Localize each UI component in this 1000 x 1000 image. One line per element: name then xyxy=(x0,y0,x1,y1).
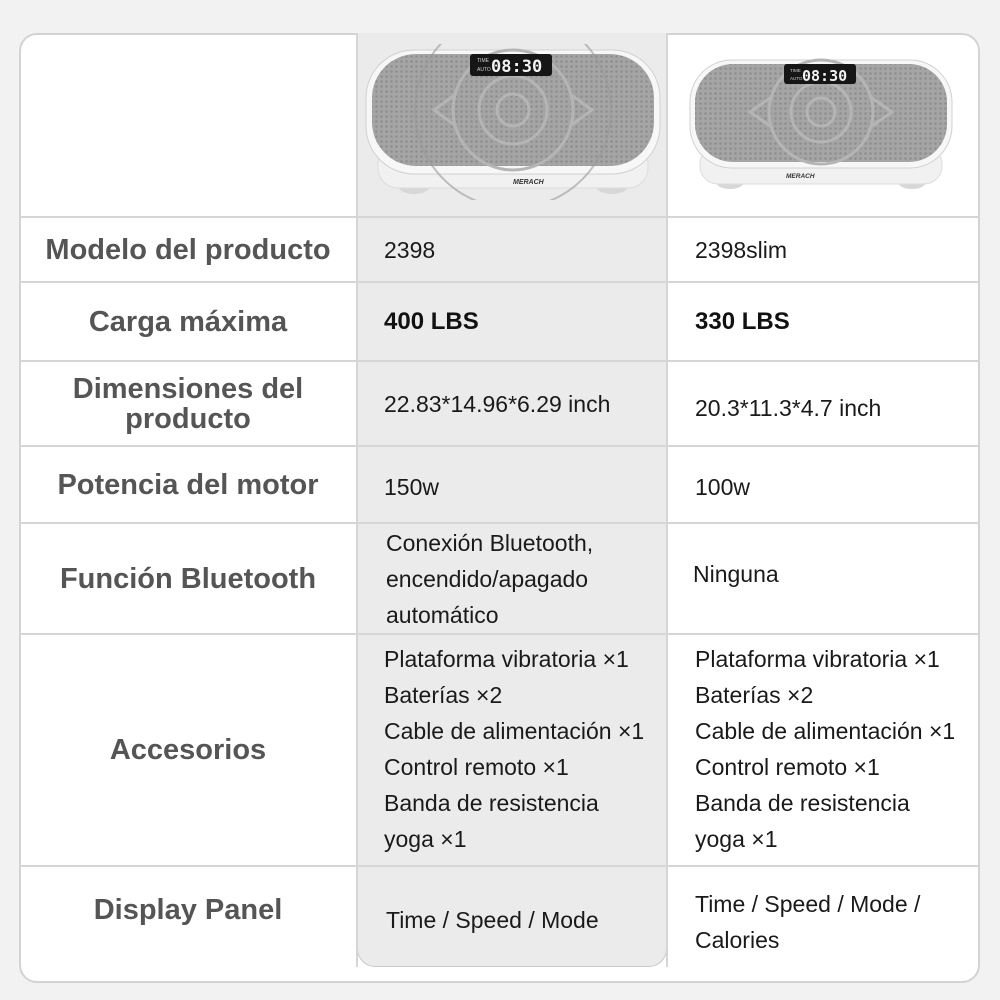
row-label-bluetooth: Función Bluetooth xyxy=(59,562,317,595)
row-label-accessories: Accesorios xyxy=(109,734,267,766)
brand-logo: MERACH xyxy=(513,179,544,186)
display-label-top: TIME xyxy=(790,68,801,73)
max-load-2398slim: 330 LBS xyxy=(695,307,790,335)
product-image-2398 xyxy=(364,44,662,200)
display-panel-2398: Time / Speed / Mode xyxy=(386,907,599,933)
row-label-model: Modelo del producto xyxy=(45,233,331,266)
dimensions-2398slim: 20.3*11.3*4.7 inch xyxy=(695,394,882,421)
accessory-item: Control remoto ×1 xyxy=(384,754,569,780)
accessory-item: yoga ×1 xyxy=(695,826,778,852)
display-time: 08:30 xyxy=(802,67,848,85)
display-label-bottom: AUTO xyxy=(477,67,491,73)
accessory-item: Plataforma vibratoria ×1 xyxy=(384,646,629,672)
bluetooth-line: Conexión Bluetooth, xyxy=(386,529,594,556)
display-time: 08:30 xyxy=(491,57,543,77)
bluetooth-line: Ninguna xyxy=(693,561,779,587)
display-panel-line: Calories xyxy=(695,927,780,953)
display-panel-line: Time / Speed / Mode / xyxy=(695,891,921,917)
max-load-2398: 400 LBS xyxy=(384,307,479,335)
accessory-item: Banda de resistencia xyxy=(695,790,910,816)
brand-logo: MERACH xyxy=(786,173,815,180)
bluetooth-2398slim xyxy=(693,524,978,624)
motor-power-2398: 150w xyxy=(384,473,439,500)
accessories-2398 xyxy=(384,641,668,857)
accessories-2398slim xyxy=(695,641,980,857)
accessory-item: Baterías ×2 xyxy=(384,682,503,708)
model-2398slim: 2398slim xyxy=(695,236,788,263)
accessory-item: Cable de alimentación ×1 xyxy=(384,718,645,744)
accessory-item: Cable de alimentación ×1 xyxy=(695,718,956,744)
display-label-bottom: AUTO xyxy=(790,76,803,81)
row-label-max-load: Carga máxima xyxy=(88,305,288,338)
bluetooth-line: encendido/apagado xyxy=(386,565,589,592)
accessory-item: Banda de resistencia xyxy=(384,790,599,816)
accessory-item: Control remoto ×1 xyxy=(695,754,880,780)
dimensions-2398: 22.83*14.96*6.29 inch xyxy=(384,390,611,417)
motor-power-2398slim: 100w xyxy=(695,473,750,500)
bluetooth-line: automático xyxy=(386,601,499,628)
accessory-item: Plataforma vibratoria ×1 xyxy=(695,646,940,672)
row-label-dimensions: Dimensiones del producto xyxy=(72,372,304,435)
row-label-display-panel: Display Panel xyxy=(93,894,283,926)
display-label-top: TIME xyxy=(477,58,489,64)
accessory-item: yoga ×1 xyxy=(384,826,467,852)
row-label-motor-power: Potencia del motor xyxy=(57,468,319,501)
display-panel-2398slim xyxy=(695,884,980,960)
product-image-2398slim xyxy=(688,56,954,192)
model-2398: 2398 xyxy=(384,236,436,263)
bluetooth-2398 xyxy=(386,524,670,633)
accessory-item: Baterías ×2 xyxy=(695,682,814,708)
